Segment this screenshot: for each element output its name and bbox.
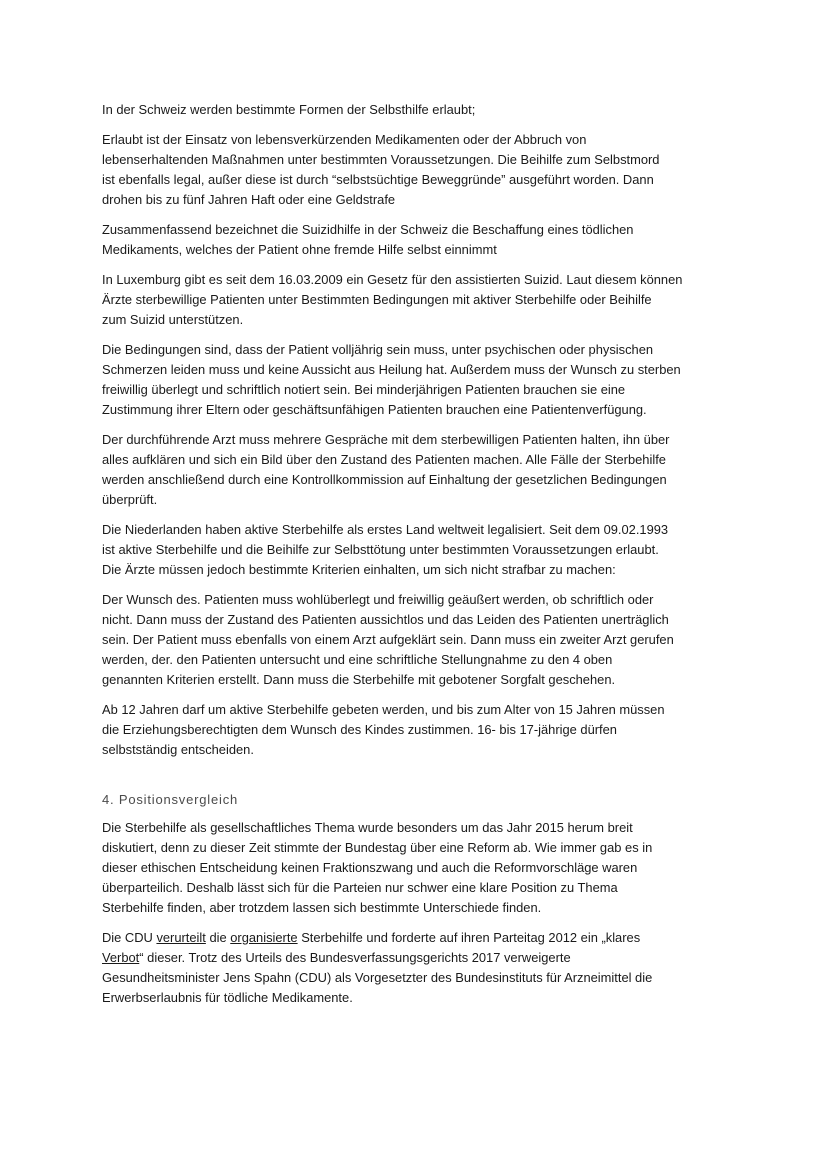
paragraph-line: Ärzte sterbewillige Patienten unter Bestimmten Bedingungen mit aktiver Sterbehilfe oder Beihilfe — [102, 292, 652, 307]
body-paragraphs — [102, 100, 702, 760]
paragraph-line: Ab 12 Jahren darf um aktive Sterbehilfe gebeten werden, und bis zum Alter von 15 Jahren müssen — [102, 702, 665, 717]
text-span: Sterbehilfe und forderte auf ihren Parteitag 2012 ein „klares — [297, 930, 641, 945]
paragraph-line: diskutiert, denn zu dieser Zeit stimmte der Bundestag über eine Reform ab. Wie immer gab es in — [102, 840, 653, 855]
paragraph-line: Zustimmung ihrer Eltern oder geschäftsunfähigen Patienten brauchen eine Patientenverfügung. — [102, 402, 647, 417]
paragraph-line: ist aktive Sterbehilfe und die Beihilfe zur Selbsttötung unter bestimmten Voraussetzungen erlaubt. — [102, 542, 659, 557]
paragraph-line: Zusammenfassend bezeichnet die Suizidhilfe in der Schweiz die Beschaffung eines tödlichen — [102, 222, 634, 237]
paragraph — [102, 590, 702, 690]
paragraph-line: Die Niederlanden haben aktive Sterbehilfe als erstes Land weltweit legalisiert. Seit dem 09.02.1993 — [102, 522, 669, 537]
paragraph-line: sein. Der Patient muss ebenfalls von einem Arzt aufgeklärt sein. Dann muss ein zweiter Arzt gerufen — [102, 632, 674, 647]
paragraph — [102, 430, 702, 510]
cdu-line-1 — [102, 928, 702, 948]
paragraph — [102, 340, 702, 420]
paragraph — [102, 130, 702, 210]
paragraph-line: überparteilich. Deshalb lässt sich für die Parteien nur schwer eine klare Position zu Thema — [102, 880, 618, 895]
paragraph-line: Die Bedingungen sind, dass der Patient volljährig sein muss, unter psychischen oder physischen — [102, 342, 654, 357]
paragraph-line: Der durchführende Arzt muss mehrere Gespräche mit dem sterbewilligen Patienten halten, ihn über — [102, 432, 670, 447]
paragraph-line: Der Wunsch des. Patienten muss wohlüberlegt und freiwillig geäußert werden, ob schriftlich oder — [102, 592, 654, 607]
paragraph-line: lebenserhaltenden Maßnahmen unter bestimmten Voraussetzungen. Die Beihilfe zum Selbstmord — [102, 152, 660, 167]
paragraph-line: selbstständig entscheiden. — [102, 742, 254, 757]
paragraph-line: werden anschließend durch eine Kontrollkommission auf Einhaltung der gesetzlichen Bedingungen — [102, 472, 667, 487]
cdu-line-2 — [102, 948, 702, 968]
underlined-word: Verbot — [102, 950, 140, 965]
paragraph-line: In Luxemburg gibt es seit dem 16.03.2009 ein Gesetz für den assistierten Suizid. Laut diesem können — [102, 272, 683, 287]
text-span: “ dieser. Trotz des Urteils des Bundesverfassungsgerichts 2017 verweigerte — [139, 950, 571, 965]
section-heading: 4. Positionsvergleich — [102, 792, 239, 807]
paragraph-line: In der Schweiz werden bestimmte Formen der Selbsthilfe erlaubt; — [102, 102, 476, 117]
document-page — [102, 100, 702, 1018]
paragraph-line: die Erziehungsberechtigten dem Wunsch des Kindes zustimmen. 16- bis 17-jährige dürfen — [102, 722, 617, 737]
paragraph-line: überprüft. — [102, 492, 158, 507]
paragraph — [102, 100, 702, 120]
paragraph-line: Sterbehilfe finden, aber trotzdem lassen sich bestimmte Unterschiede finden. — [102, 900, 542, 915]
paragraph — [102, 220, 702, 260]
paragraph — [102, 270, 702, 330]
paragraph-line: Die Sterbehilfe als gesellschaftliches Thema wurde besonders um das Jahr 2015 herum breit — [102, 820, 633, 835]
cdu-line-3: Gesundheitsminister Jens Spahn (CDU) als Vorgesetzter des Bundesinstituts für Arzneimittel die — [102, 970, 653, 985]
paragraph-line: Die Ärzte müssen jedoch bestimmte Kriterien einhalten, um sich nicht strafbar zu machen: — [102, 562, 616, 577]
paragraph-line: alles aufklären und sich ein Bild über den Zustand des Patienten machen. Alle Fälle der Sterbehilfe — [102, 452, 666, 467]
underlined-word: organisierte — [230, 930, 298, 945]
paragraph-line: Schmerzen leiden muss und keine Aussicht aus Heilung hat. Außerdem muss der Wunsch zu sterben — [102, 362, 681, 377]
paragraph-line: drohen bis zu fünf Jahren Haft oder eine Geldstrafe — [102, 192, 396, 207]
paragraph-line: Erlaubt ist der Einsatz von lebensverkürzenden Medikamenten oder der Abbruch von — [102, 132, 587, 147]
paragraph-line: Medikaments, welches der Patient ohne fremde Hilfe selbst einnimmt — [102, 242, 497, 257]
paragraph-line: werden, der. den Patienten untersucht und eine schriftliche Stellungnahme zu den 4 oben — [102, 652, 613, 667]
section-paragraph — [102, 818, 702, 918]
paragraph — [102, 700, 702, 760]
paragraph-line: genannten Kriterien erstellt. Dann muss die Sterbehilfe mit gebotener Sorgfalt geschehen. — [102, 672, 616, 687]
paragraph-line: zum Suizid unterstützen. — [102, 312, 244, 327]
paragraph-line: freiwillig überlegt und schriftlich notiert sein. Bei minderjährigen Patienten brauchen sie eine — [102, 382, 626, 397]
text-span: die — [205, 930, 231, 945]
underlined-word: verurteilt — [156, 930, 206, 945]
text-span: Die CDU — [102, 930, 157, 945]
paragraph-line: nicht. Dann muss der Zustand des Patienten aussichtlos und das Leiden des Patienten unerträglich — [102, 612, 669, 627]
paragraph — [102, 520, 702, 580]
cdu-line-4: Erwerbserlaubnis für tödliche Medikamente. — [102, 990, 353, 1005]
cdu-paragraph — [102, 928, 702, 1008]
paragraph-line: dieser ethischen Entscheidung keinen Fraktionszwang und auch die Reformvorschläge waren — [102, 860, 638, 875]
paragraph-line: ist ebenfalls legal, außer diese ist durch “selbstsüchtige Beweggründe” ausgeführt worden. Dann — [102, 172, 654, 187]
